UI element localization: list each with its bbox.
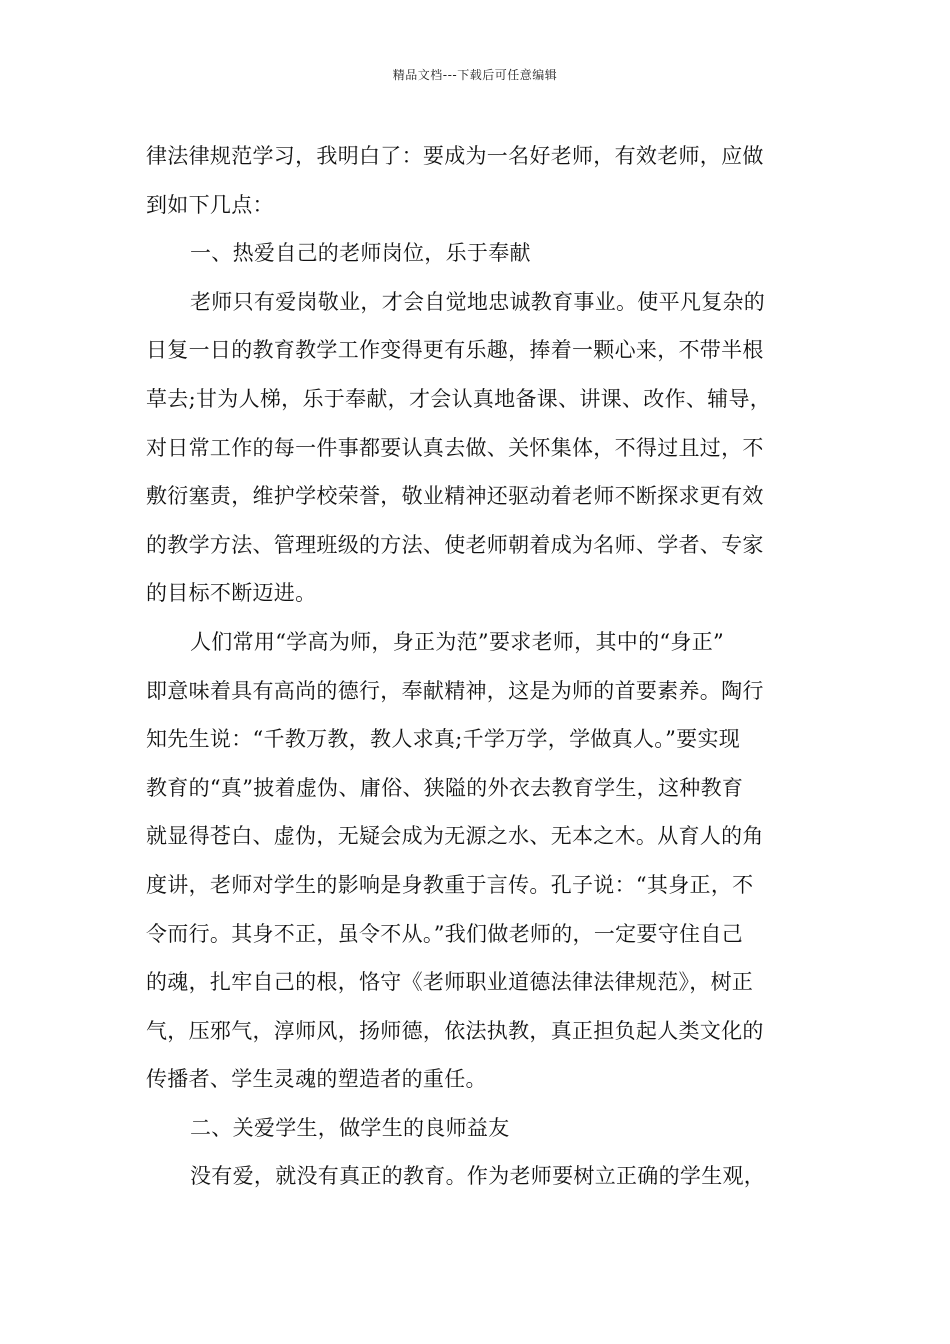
text-line: 即意味着具有高尚的德行，奉献精神，这是为师的首要素养。陶行 bbox=[146, 678, 764, 703]
text-line: 人们常用“学高为师，身正为范”要求老师，其中的“身正” bbox=[190, 629, 725, 654]
text-line: 的教学方法、管理班级的方法、使老师朝着成为名师、学者、专家 bbox=[146, 532, 764, 557]
text-line: 传播者、学生灵魂的塑造者的重任。 bbox=[146, 1067, 487, 1092]
text-line: 度讲，老师对学生的影响是身教重于言传。孔子说：“其身正，不 bbox=[146, 872, 754, 897]
text-line: 的目标不断迈进。 bbox=[146, 581, 317, 606]
document-body bbox=[146, 132, 810, 1201]
text-line: 对日常工作的每一件事都要认真去做、关怀集体，不得过且过，不 bbox=[146, 435, 764, 460]
text-line: 敷衍塞责，维护学校荣誉，敬业精神还驱动着老师不断探求更有效 bbox=[146, 484, 764, 509]
text-line: 老师只有爱岗敬业，才会自觉地忠诚教育事业。使平凡复杂的 bbox=[190, 289, 766, 314]
text-line: 日复一日的教育教学工作变得更有乐趣，捧着一颗心来，不带半根 bbox=[146, 338, 764, 363]
text-line: 到如下几点： bbox=[146, 192, 274, 217]
page-header: 精品文档---下载后可任意编辑 bbox=[392, 68, 558, 82]
text-line: 草去;甘为人梯，乐于奉献，才会认真地备课、讲课、改作、辅导， bbox=[146, 386, 772, 411]
text-line: 一、热爱自己的老师岗位，乐于奉献 bbox=[190, 241, 531, 266]
text-line: 气，压邪气，淳师风，扬师德，依法执教，真正担负起人类文化的 bbox=[146, 1018, 764, 1043]
text-line: 二、关爱学生，做学生的良师益友 bbox=[190, 1115, 510, 1140]
text-line: 没有爱，就没有真正的教育。作为老师要树立正确的学生观， bbox=[190, 1164, 766, 1189]
text-line: 的魂，扎牢自己的根，恪守《老师职业道德法律法律规范》，树正 bbox=[146, 970, 754, 995]
text-line: 教育的“真”披着虚伪、庸俗、狭隘的外衣去教育学生，这种教育 bbox=[146, 775, 744, 800]
text-line: 知先生说：“千教万教，教人求真;千学万学，学做真人。”要实现 bbox=[146, 727, 741, 752]
text-line: 律法律规范学习，我明白了：要成为一名好老师，有效老师，应做 bbox=[146, 144, 764, 168]
text-line: 就显得苍白、虚伪，无疑会成为无源之水、无本之木。从育人的角 bbox=[146, 824, 764, 849]
text-line: 令而行。其身不正，虽令不从。”我们做老师的，一定要守住自己 bbox=[146, 921, 743, 946]
